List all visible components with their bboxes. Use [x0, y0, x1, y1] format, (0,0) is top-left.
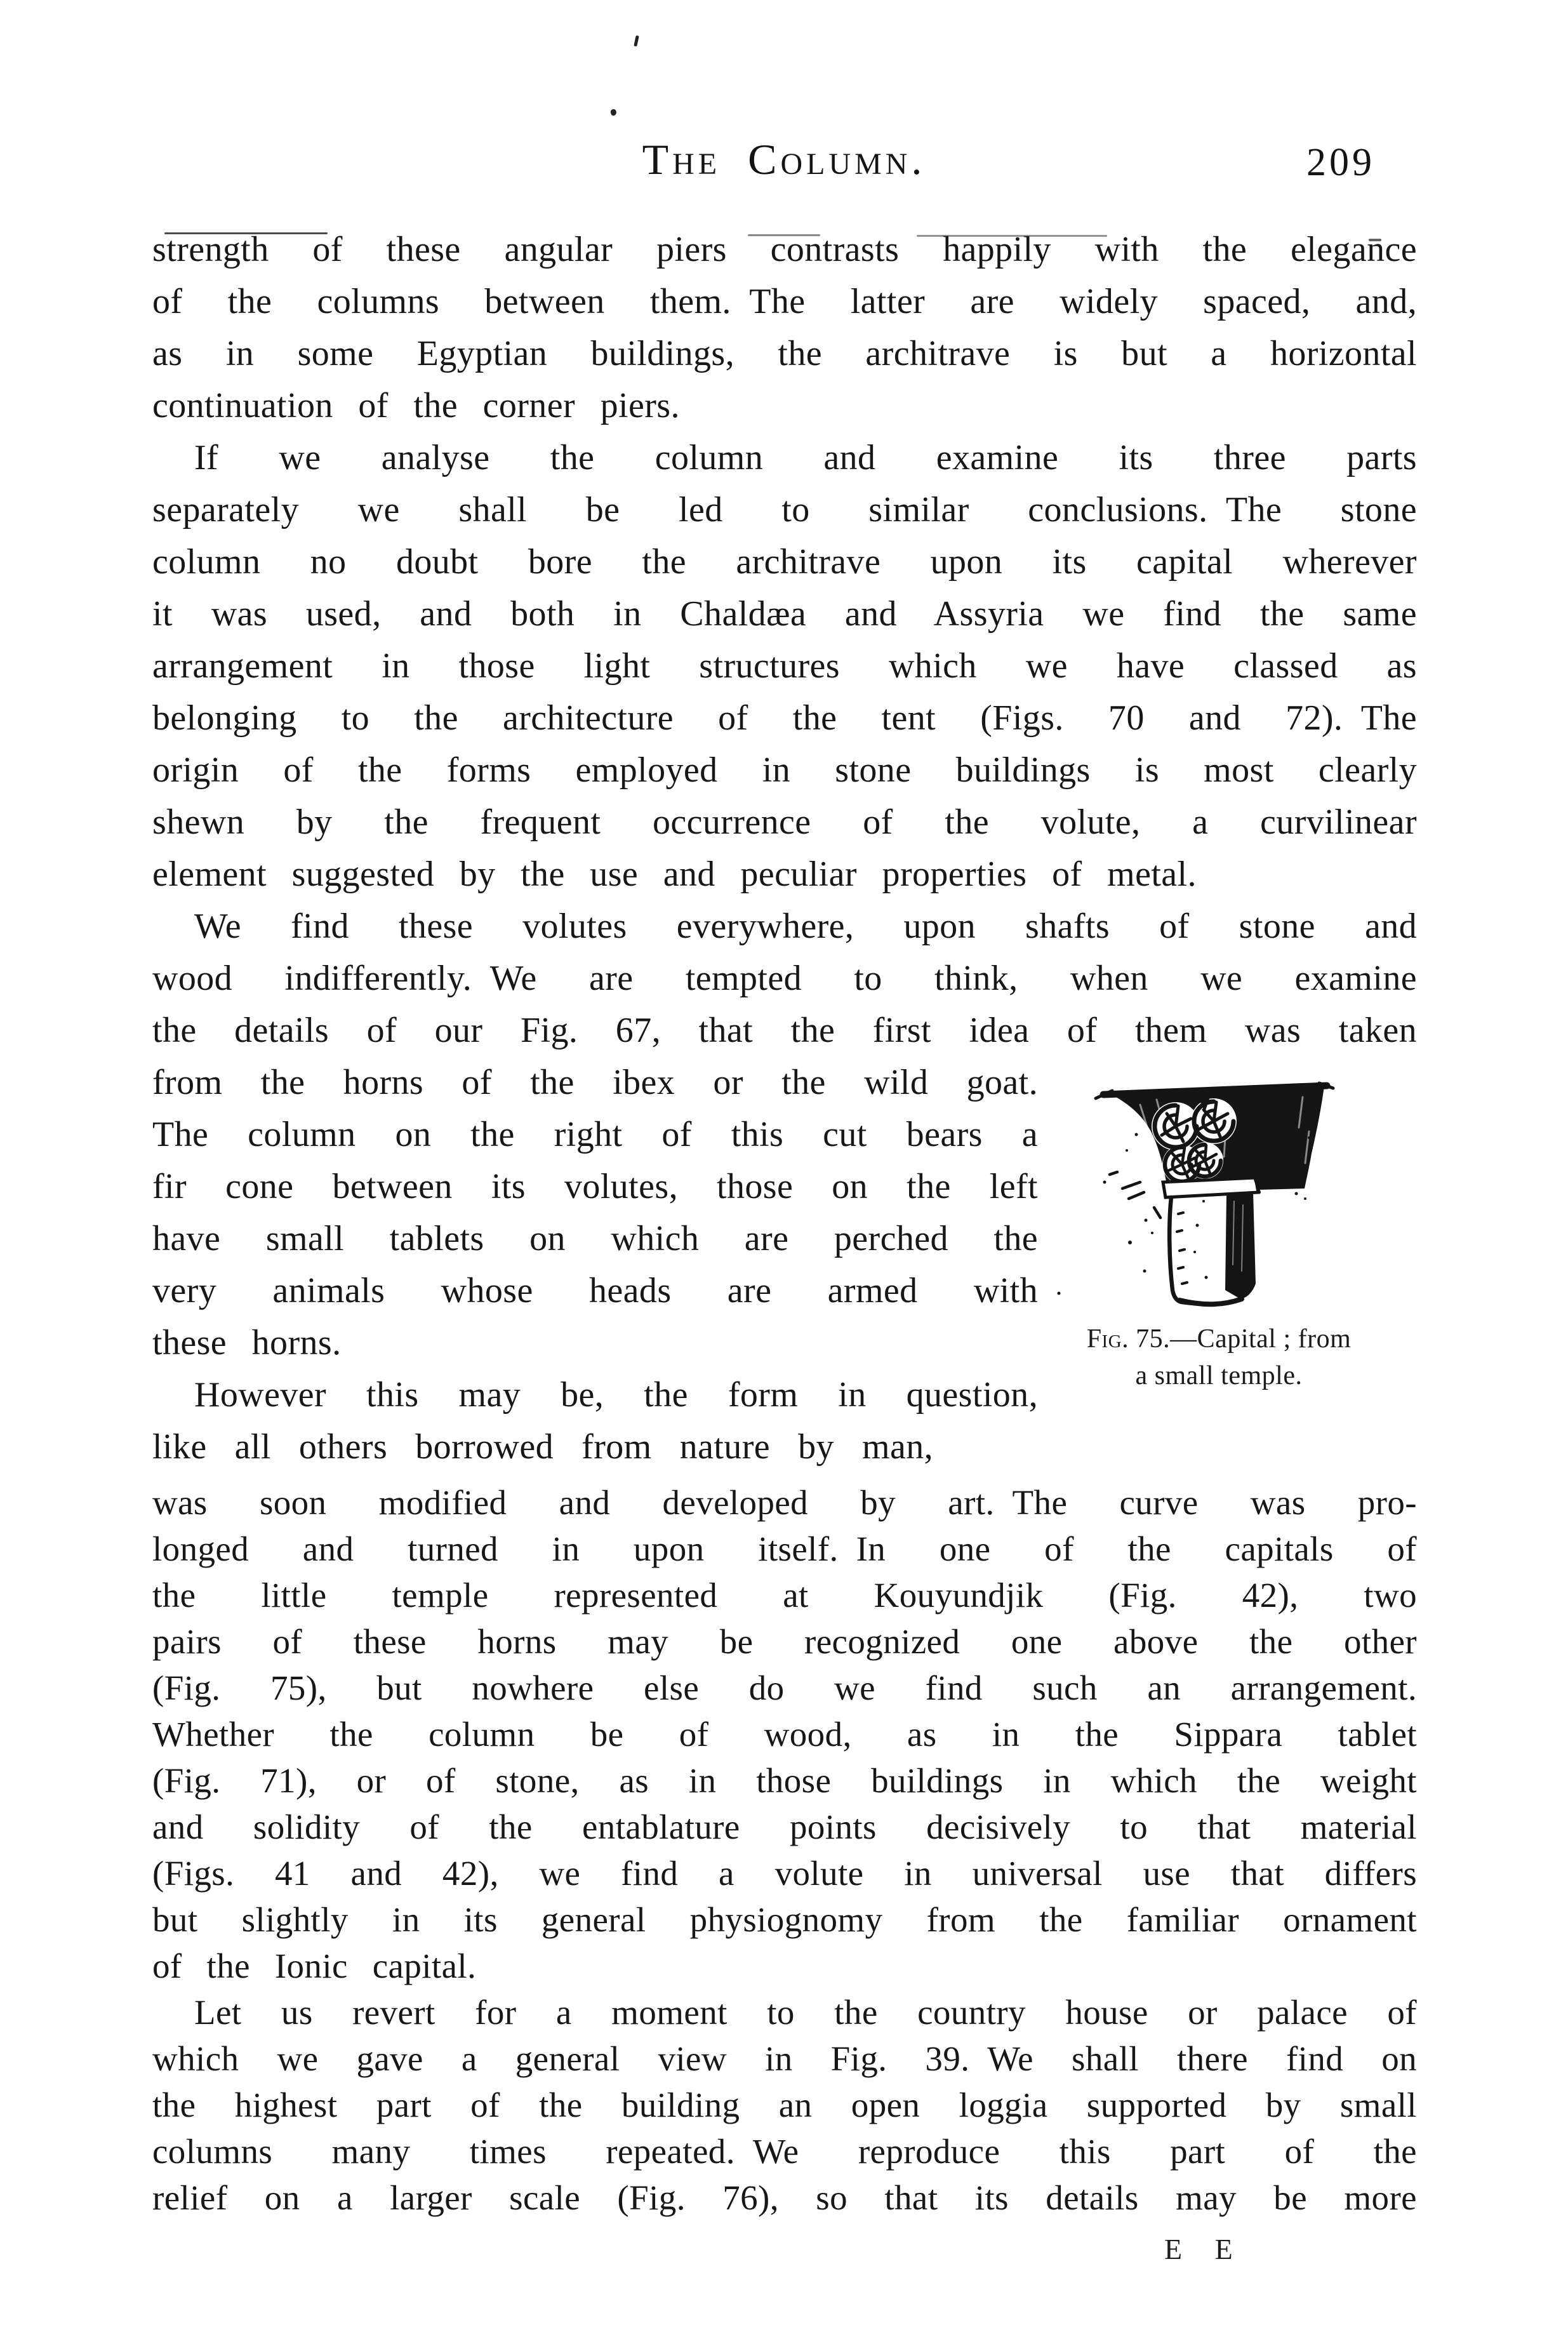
text-line: wood indifferently. We are tempted to think, when we examine — [152, 959, 1417, 998]
text-line: of the Ionic capital. — [152, 1947, 477, 1985]
text-line: and solidity of the entablature points decisively to that material — [152, 1808, 1417, 1846]
text-line: the details of our Fig. 67, that the first idea of them was taken — [152, 1011, 1417, 1050]
text-line: the highest part of the building an open loggia supported by small — [152, 2086, 1417, 2124]
text-line: The column on the right of this cut bears a — [152, 1115, 1038, 1154]
text-line: We find these volutes everywhere, upon shafts of stone and — [194, 907, 1417, 946]
capital-engraving-illustration — [1016, 1074, 1422, 1315]
text-line: (Fig. 75), but nowhere else do we find such an arrangement. — [152, 1668, 1417, 1707]
text-line: However this may be, the form in question, — [194, 1375, 1038, 1415]
text-line: shewn by the frequent occurrence of the volute, a curvilinear — [152, 802, 1417, 842]
signature-mark: E E — [1164, 2233, 1234, 2265]
text-line: was soon modified and developed by art. The curve was pro- — [152, 1483, 1417, 1522]
text-line: pairs of these horns may be recognized one above the other — [152, 1622, 1417, 1661]
ink-speck — [610, 109, 618, 116]
text-line: but slightly in its general physiognomy from the familiar ornament — [152, 1900, 1417, 1939]
text-line: it was used, and both in Chaldæa and Assyria we find the same — [152, 594, 1417, 634]
text-line: origin of the forms employed in stone buildings is most clearly — [152, 750, 1417, 790]
text-line: of the columns between them. The latter are widely spaced, and, — [152, 282, 1417, 321]
text-line: element suggested by the use and peculiar properties of metal. — [152, 855, 1197, 894]
text-line: which we gave a general view in Fig. 39. We shall there find on — [152, 2039, 1417, 2078]
text-line: separately we shall be led to similar conclusions. The stone — [152, 490, 1417, 529]
figure-75 — [1016, 1074, 1422, 1442]
figure-caption-text: —Capital ; from — [1170, 1324, 1352, 1354]
body-text-lower — [152, 1479, 1417, 2221]
text-line: continuation of the corner piers. — [152, 386, 680, 425]
text-line: longed and turned in upon itself. In one of the capitals of — [152, 1529, 1417, 1568]
text-line: Whether the column be of wood, as in the Sippara tablet — [152, 1715, 1417, 1754]
text-line: If we analyse the column and examine its three parts — [194, 438, 1417, 477]
text-line: the little temple represented at Kouyundjik (Fig. 42), two — [152, 1576, 1417, 1615]
text-line: column no doubt bore the architrave upon its capital wherever — [152, 542, 1417, 582]
page-number: 209 — [1306, 141, 1375, 184]
figure-caption — [1016, 1321, 1422, 1394]
text-line: very animals whose heads are armed with — [152, 1271, 1038, 1310]
text-line: belonging to the architecture of the tent (Figs. 70 and 72). The — [152, 698, 1417, 738]
text-line: columns many times repeated. We reproduce this part of the — [152, 2132, 1417, 2171]
text-line: have small tablets on which are perched the — [152, 1219, 1038, 1258]
running-title: The Column. — [642, 135, 926, 183]
text-line: from the horns of the ibex or the wild goat. — [152, 1063, 1038, 1102]
text-line: strength of these angular piers contrasts happily with the elegance — [152, 230, 1417, 269]
figure-caption-label: Fig. 75. — [1086, 1324, 1171, 1354]
text-line: (Figs. 41 and 42), we find a volute in universal use that differs — [152, 1854, 1417, 1893]
ink-speck — [634, 36, 639, 47]
text-line: (Fig. 71), or of stone, as in those buildings in which the weight — [152, 1761, 1417, 1800]
text-line: arrangement in those light structures which we have classed as — [152, 646, 1417, 686]
text-line: as in some Egyptian buildings, the architrave is but a horizontal — [152, 334, 1417, 373]
text-line: relief on a larger scale (Fig. 76), so that its details may be more — [152, 2178, 1417, 2217]
text-line: fir cone between its volutes, those on the left — [152, 1167, 1038, 1206]
text-line: these horns. — [152, 1323, 342, 1362]
text-line: like all others borrowed from nature by man, — [152, 1427, 933, 1467]
text-line: Let us revert for a moment to the country house or palace of — [194, 1993, 1417, 2032]
figure-caption-line2: a small temple. — [1135, 1361, 1303, 1390]
